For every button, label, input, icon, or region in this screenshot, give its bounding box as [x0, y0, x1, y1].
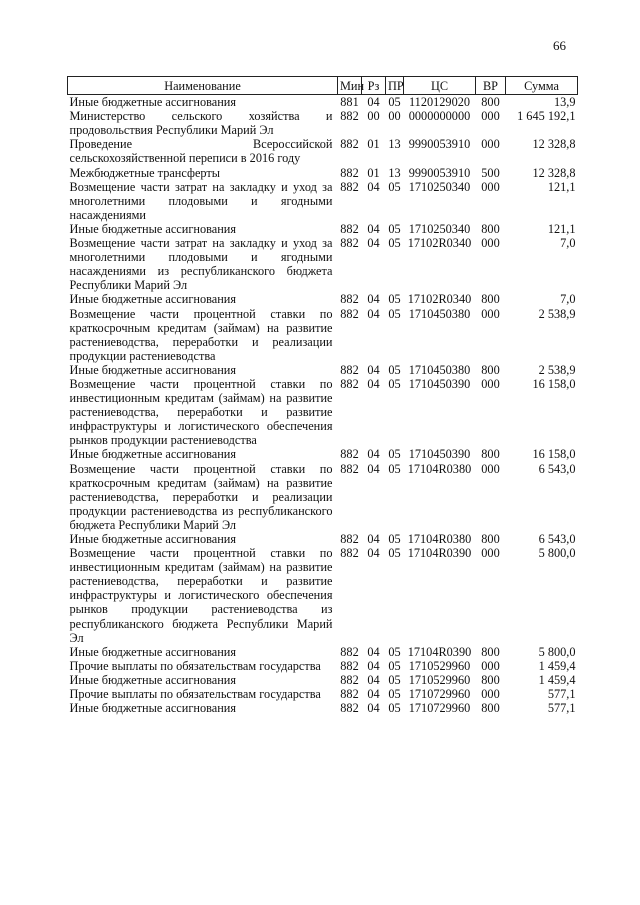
cell-pr: 05: [388, 376, 401, 391]
cell-sum: 6 543,0: [538, 532, 576, 546]
cell-sum: 5 800,0: [538, 644, 576, 659]
cell-min: 882: [340, 109, 359, 124]
cell-sum: 7,0: [560, 236, 576, 251]
cell-sum: 13,9: [553, 95, 576, 110]
cell-min: 882: [340, 306, 359, 321]
table-row: [68, 307, 578, 363]
cell-vr: 000: [481, 109, 500, 124]
header-pr: ПР: [386, 77, 404, 95]
cell-vr: 800: [481, 362, 500, 377]
table-row: [68, 292, 578, 306]
cell-min: 882: [340, 546, 359, 561]
table-row: [68, 673, 578, 687]
table-row: [68, 377, 578, 447]
cell-cs: 1120129020: [408, 95, 471, 110]
cell-sum: 1 459,4: [538, 672, 576, 687]
cell-cs: 9990053910: [408, 137, 471, 152]
cell-sum: 5 800,0: [538, 546, 576, 561]
cell-rz: 04: [367, 532, 380, 546]
table-row: [68, 363, 578, 377]
cell-cs: 1710729960: [408, 701, 471, 716]
cell-pr: 05: [388, 546, 401, 561]
cell-vr: 800: [481, 644, 500, 659]
cell-sum: 2 538,9: [538, 362, 576, 377]
cell-rz: 04: [367, 658, 380, 673]
cell-name: Иные бюджетные ассигнования: [69, 292, 237, 307]
table-header: [68, 77, 578, 95]
cell-rz: 04: [367, 95, 380, 110]
cell-vr: 000: [481, 137, 500, 152]
cell-min: 882: [340, 137, 359, 152]
cell-pr: 13: [388, 137, 401, 152]
cell-name: Возмещение части процентной ставки по краткосрочным кредитам (займам) на развитие растениеводства, переработки и реализации продукции растениеводства: [69, 306, 333, 363]
header-sum: Сумма: [506, 77, 578, 95]
cell-rz: 04: [367, 701, 380, 716]
cell-cs: 17104R0390: [407, 644, 472, 659]
cell-cs: 1710250340: [408, 179, 471, 194]
cell-vr: 000: [481, 306, 500, 321]
header-cs: ЦС: [404, 77, 476, 95]
cell-name: Иные бюджетные ассигнования: [69, 447, 237, 462]
cell-sum: 12 328,8: [532, 137, 576, 152]
cell-vr: 000: [481, 179, 500, 194]
table-row: [68, 166, 578, 180]
cell-vr: 000: [481, 376, 500, 391]
cell-cs: 17104R0380: [407, 461, 472, 476]
cell-cs: 1710450380: [408, 306, 471, 321]
cell-name: Иные бюджетные ассигнования: [69, 701, 237, 716]
cell-pr: 05: [388, 658, 401, 673]
cell-name: Иные бюджетные ассигнования: [69, 532, 237, 546]
cell-pr: 05: [388, 221, 401, 236]
cell-cs: 17104R0380: [407, 532, 472, 546]
cell-name: Проведение Всероссийской сельскохозяйственной переписи в 2016 году: [69, 137, 333, 166]
cell-sum: 2 538,9: [538, 306, 576, 321]
cell-rz: 04: [367, 292, 380, 307]
table-row: [68, 532, 578, 546]
cell-min: 882: [340, 644, 359, 659]
cell-pr: 05: [388, 362, 401, 377]
cell-vr: 800: [481, 532, 500, 546]
cell-vr: 800: [481, 447, 500, 462]
cell-vr: 000: [481, 687, 500, 702]
cell-cs: 1710729960: [408, 687, 471, 702]
cell-cs: 17102R0340: [407, 236, 472, 251]
cell-min: 882: [340, 447, 359, 462]
cell-name: Иные бюджетные ассигнования: [69, 672, 237, 687]
cell-rz: 04: [367, 461, 380, 476]
cell-min: 882: [340, 292, 359, 307]
header-rz: Рз: [362, 77, 386, 95]
table-row: [68, 447, 578, 461]
cell-pr: 05: [388, 672, 401, 687]
cell-rz: 01: [367, 165, 380, 180]
table-row: [68, 659, 578, 673]
cell-rz: 04: [367, 236, 380, 251]
cell-sum: 12 328,8: [532, 165, 576, 180]
cell-sum: 121,1: [547, 179, 576, 194]
cell-pr: 05: [388, 95, 401, 110]
cell-name: Министерство сельского хозяйства и продовольствия Республики Марий Эл: [69, 109, 333, 138]
cell-name: Возмещение части процентной ставки по краткосрочным кредитам (займам) на развитие растениеводства, переработки и реализации продукции растениеводства из республиканского бюджета Республики Марий Эл: [69, 461, 333, 532]
cell-sum: 1 645 192,1: [517, 109, 576, 124]
cell-rz: 04: [367, 306, 380, 321]
cell-min: 882: [340, 672, 359, 687]
cell-name: Возмещение части затрат на закладку и уход за многолетними плодовыми и ягодными насаждениями: [69, 179, 333, 222]
cell-sum: 121,1: [547, 221, 576, 236]
table-row: [68, 645, 578, 659]
cell-vr: 800: [481, 292, 500, 307]
table-row: [68, 462, 578, 532]
cell-min: 882: [340, 687, 359, 702]
cell-cs: 1710450390: [408, 447, 471, 462]
cell-rz: 04: [367, 672, 380, 687]
table-row: [68, 236, 578, 292]
cell-min: 882: [340, 701, 359, 716]
cell-cs: 1710250340: [408, 221, 471, 236]
cell-name: Иные бюджетные ассигнования: [69, 221, 237, 236]
cell-name: Прочие выплаты по обязательствам государства: [69, 687, 321, 702]
cell-cs: 1710529960: [408, 658, 471, 673]
cell-sum: 577,1: [547, 701, 576, 716]
cell-rz: 04: [367, 376, 380, 391]
cell-vr: 800: [481, 95, 500, 110]
table-row: [68, 546, 578, 645]
cell-pr: 13: [388, 165, 401, 180]
cell-cs: 9990053910: [408, 165, 471, 180]
cell-pr: 00: [388, 109, 401, 124]
cell-rz: 04: [367, 644, 380, 659]
cell-sum: 16 158,0: [532, 447, 576, 462]
cell-pr: 05: [388, 447, 401, 462]
header-name: Наименование: [68, 77, 338, 95]
cell-vr: 000: [481, 546, 500, 561]
cell-name: Иные бюджетные ассигнования: [69, 362, 237, 377]
cell-sum: 6 543,0: [538, 461, 576, 476]
cell-rz: 04: [367, 221, 380, 236]
cell-sum: 577,1: [547, 687, 576, 702]
header-vr: ВР: [476, 77, 506, 95]
cell-pr: 05: [388, 461, 401, 476]
table-row: [68, 109, 578, 137]
cell-vr: 500: [481, 165, 500, 180]
cell-pr: 05: [388, 306, 401, 321]
cell-min: 882: [340, 236, 359, 251]
cell-vr: 000: [481, 658, 500, 673]
table-row: [68, 137, 578, 165]
cell-pr: 05: [388, 179, 401, 194]
cell-pr: 05: [388, 532, 401, 546]
page-number: 66: [553, 38, 566, 53]
header-row: [68, 77, 578, 95]
cell-rz: 04: [367, 362, 380, 377]
cell-rz: 01: [367, 137, 380, 152]
cell-name: Иные бюджетные ассигнования: [69, 644, 237, 659]
cell-name: Возмещение части затрат на закладку и уход за многолетними плодовыми и ягодными насаждениями из республиканского бюджета Республики Марий Эл: [69, 236, 333, 293]
cell-vr: 800: [481, 701, 500, 716]
cell-pr: 05: [388, 292, 401, 307]
cell-name: Иные бюджетные ассигнования: [69, 95, 237, 110]
cell-sum: 16 158,0: [532, 376, 576, 391]
cell-cs: 1710529960: [408, 672, 471, 687]
cell-pr: 05: [388, 236, 401, 251]
cell-name: Межбюджетные трансферты: [69, 165, 221, 180]
cell-cs: 1710450390: [408, 376, 471, 391]
cell-min: 882: [340, 221, 359, 236]
cell-rz: 00: [367, 109, 380, 124]
cell-vr: 800: [481, 672, 500, 687]
budget-table: [67, 76, 578, 715]
table-body: [68, 95, 578, 716]
cell-min: 882: [340, 461, 359, 476]
cell-min: 882: [340, 376, 359, 391]
cell-cs: 17104R0390: [407, 546, 472, 561]
cell-min: 882: [340, 532, 359, 546]
cell-pr: 05: [388, 644, 401, 659]
cell-pr: 05: [388, 701, 401, 716]
cell-sum: 1 459,4: [538, 658, 576, 673]
table-row: [68, 687, 578, 701]
table-row: [68, 701, 578, 715]
cell-rz: 04: [367, 687, 380, 702]
table-row: [68, 222, 578, 236]
cell-name: Прочие выплаты по обязательствам государства: [69, 658, 321, 673]
cell-name: Возмещение части процентной ставки по инвестиционным кредитам (займам) на развитие растениеводства, переработки и развитие инфраструктуры и логистического обеспечения рынков продукции растениеводства из республиканского бюджета Республики Марий Эл: [69, 546, 333, 645]
table-row: [68, 180, 578, 222]
cell-min: 882: [340, 179, 359, 194]
cell-rz: 04: [367, 546, 380, 561]
cell-rz: 04: [367, 179, 380, 194]
cell-vr: 000: [481, 461, 500, 476]
cell-cs: 17102R0340: [407, 292, 472, 307]
cell-vr: 800: [481, 221, 500, 236]
cell-min: 881: [340, 95, 359, 110]
cell-name: Возмещение части процентной ставки по инвестиционным кредитам (займам) на развитие растениеводства, переработки и развитие инфраструктуры и логистического обеспечения рынков продукции растениеводства: [69, 376, 333, 448]
cell-min: 882: [340, 362, 359, 377]
cell-min: 882: [340, 658, 359, 673]
cell-rz: 04: [367, 447, 380, 462]
cell-cs: 1710450380: [408, 362, 471, 377]
header-min: Мин: [338, 77, 362, 95]
cell-min: 882: [340, 165, 359, 180]
cell-sum: 7,0: [560, 292, 576, 307]
table-row: [68, 95, 578, 110]
cell-cs: 0000000000: [408, 109, 471, 124]
cell-vr: 000: [481, 236, 500, 251]
cell-pr: 05: [388, 687, 401, 702]
